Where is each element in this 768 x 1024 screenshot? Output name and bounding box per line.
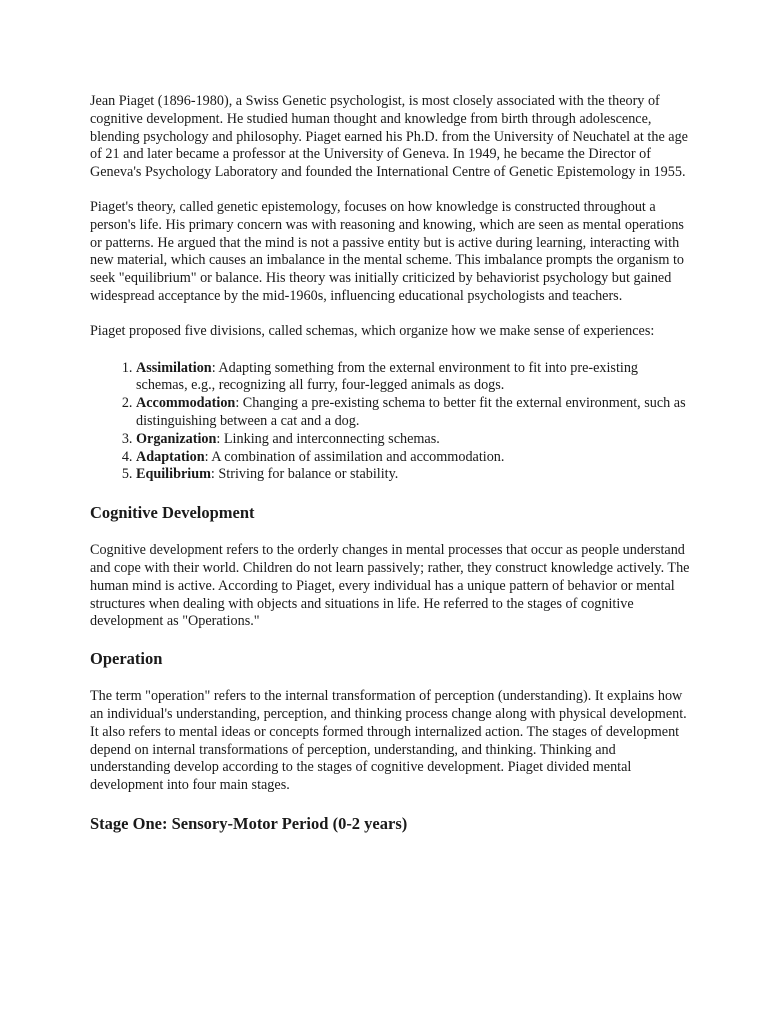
intro-paragraph: Jean Piaget (1896-1980), a Swiss Genetic psychologist, is most closely associated with the theory of cognitive development. He studied human thought and knowledge from birth through adolescence, blending psychology and philosophy. Piaget earned his Ph.D. from the University of Neuchatel at the age of 21 and later became a professor at the University of Geneva. In 1949, he became the Director of Geneva's Psychology Laboratory and founded the International Centre of Genetic Epistemology in 1955. xyxy=(90,93,688,181)
cognitive-development-heading: Cognitive Development xyxy=(90,503,255,523)
schema-term: Organization xyxy=(136,430,217,447)
list-item xyxy=(136,466,690,484)
list-item xyxy=(136,395,690,431)
operation-paragraph: The term "operation" refers to the internal transformation of perception (understanding). It explains how an individual's understanding, perception, and thinking process change along with physical development. It also refers to mental ideas or concepts formed through internalized action. The stages of development depend on internal transformations of perception, understanding, and thinking. Thinking and understanding develop according to the stages of cognitive development. Piaget divided mental development into four main stages. xyxy=(90,688,687,794)
schema-term: Adaptation xyxy=(136,448,205,465)
schema-definition: : Adapting something from the external environment to fit into pre-existing schemas, e.g., recognizing all furry, four-legged animals as dogs. xyxy=(136,359,639,394)
schemas-intro-paragraph: Piaget proposed five divisions, called schemas, which organize how we make sense of experiences: xyxy=(90,322,655,339)
schema-definition: : Changing a pre-existing schema to better fit the external environment, such as distinguishing between a cat and a dog. xyxy=(136,395,686,429)
theory-paragraph: Piaget's theory, called genetic epistemology, focuses on how knowledge is constructed throughout a person's life. His primary concern was with reasoning and knowing, which are seen as mental operations or patterns. He argued that the mind is not a passive entity but is active during learning, interacting with new material, which causes an imbalance in the mental scheme. This imbalance prompts the organism to seek "equilibrium" or balance. His theory was initially criticized by behaviorist psychology but gained widespread acceptance by the mid-1960s, influencing educational psychologists and teachers. xyxy=(90,198,684,304)
schema-term: Accommodation xyxy=(136,395,236,412)
schema-definition: : Striving for balance or stability. xyxy=(210,466,399,483)
schema-definition: : Linking and interconnecting schemas. xyxy=(216,430,440,447)
schema-definition: : A combination of assimilation and accommodation. xyxy=(204,448,505,465)
operation-heading: Operation xyxy=(90,649,163,669)
list-item xyxy=(136,360,690,396)
list-item xyxy=(136,431,690,449)
cognitive-development-paragraph: Cognitive development refers to the orderly changes in mental processes that occur as people understand and cope with their world. Children do not learn passively; rather, they construct knowledge actively. The human mind is active. According to Piaget, every individual has a unique pattern of behavior or mental structures when dealing with objects and situations in life. He referred to the stages of cognitive development as "Operations." xyxy=(90,542,690,630)
stage-one-heading: Stage One: Sensory-Motor Period (0-2 years) xyxy=(90,813,408,833)
schema-term: Assimilation xyxy=(136,359,212,376)
schema-list xyxy=(90,360,690,485)
list-item xyxy=(136,449,690,467)
schema-term: Equilibrium xyxy=(136,466,211,483)
document-page xyxy=(90,93,690,834)
